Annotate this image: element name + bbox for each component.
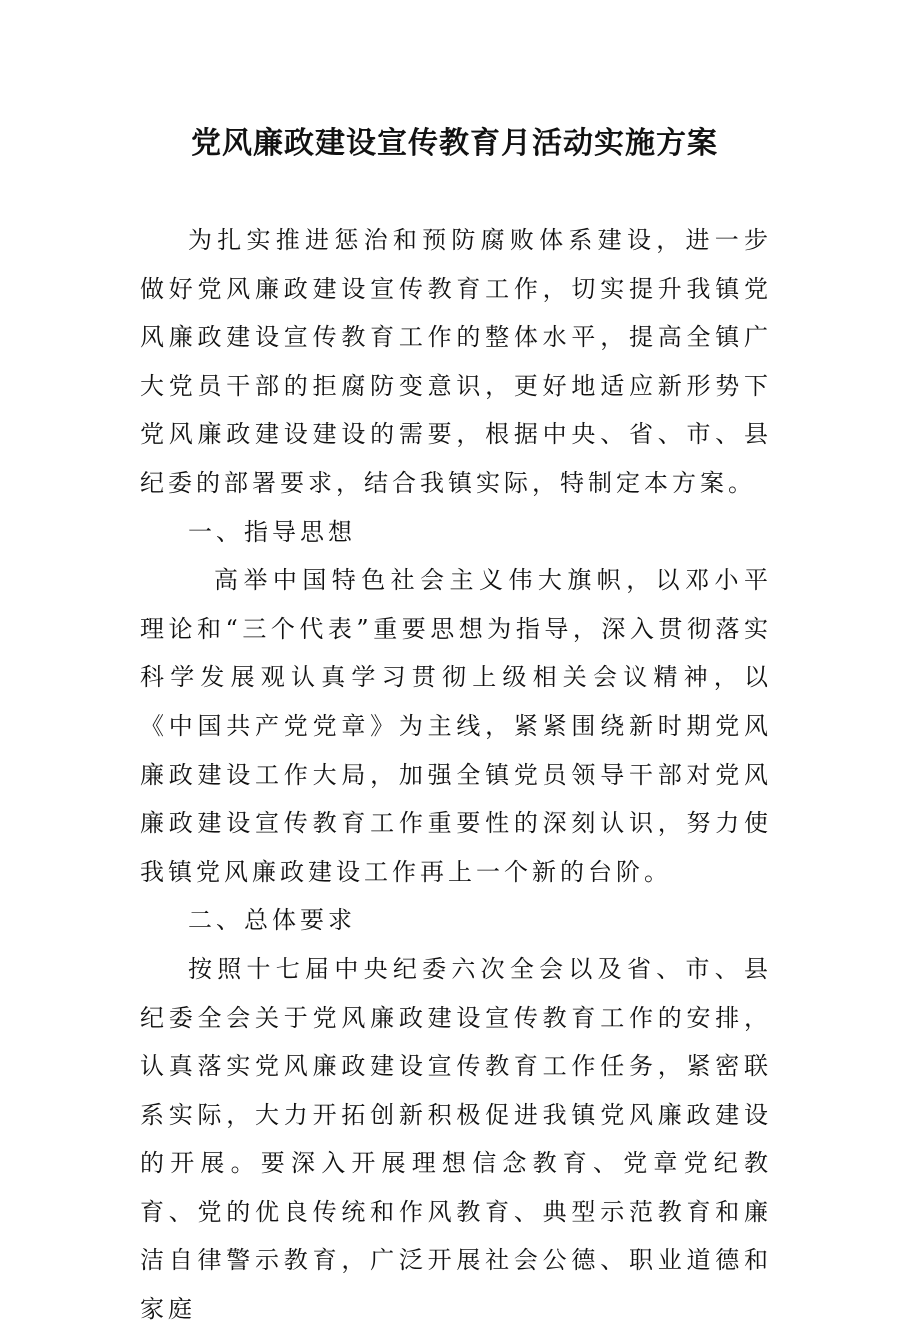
section-heading-guiding-ideology: 一、指导思想 bbox=[188, 517, 356, 546]
section-heading-general-requirements: 二、总体要求 bbox=[188, 906, 356, 935]
document-body bbox=[140, 216, 772, 1334]
section-paragraph-guiding-ideology: 高举中国特色社会主义伟大旗帜，以邓小平理论和“三个代表”重要思想为指导，深入贯彻落实科学发展观认真学习贯彻上级相关会议精神，以《中国共产党党章》为主线，紧紧围绕新时期党风廉政建设工作大局，加强全镇党员领导干部对党风廉政建设宣传教育工作重要性的深刻认识，努力使我镇党风廉政建设工作再上一个新的台阶。 bbox=[140, 566, 772, 886]
intro-paragraph: 为扎实推进惩治和预防腐败体系建设，进一步做好党风廉政建设宣传教育工作，切实提升我镇党风廉政建设宣传教育工作的整体水平，提高全镇广大党员干部的拒腐防变意识，更好地适应新形势下党风廉政建设建设的需要，根据中央、省、市、县纪委的部署要求，结合我镇实际，特制定本方案。 bbox=[140, 226, 772, 497]
document-title: 党风廉政建设宣传教育月活动实施方案 bbox=[191, 126, 718, 161]
section-paragraph-general-requirements: 按照十七届中央纪委六次全会以及省、市、县纪委全会关于党风廉政建设宣传教育工作的安排，认真落实党风廉政建设宣传教育工作任务，紧密联系实际，大力开拓创新积极促进我镇党风廉政建设的开展。要深入开展理想信念教育、党章党纪教育、党的优良传统和作风教育、典型示范教育和廉洁自律警示教育，广泛开展社会公德、职业道德和家庭 bbox=[140, 954, 772, 1324]
